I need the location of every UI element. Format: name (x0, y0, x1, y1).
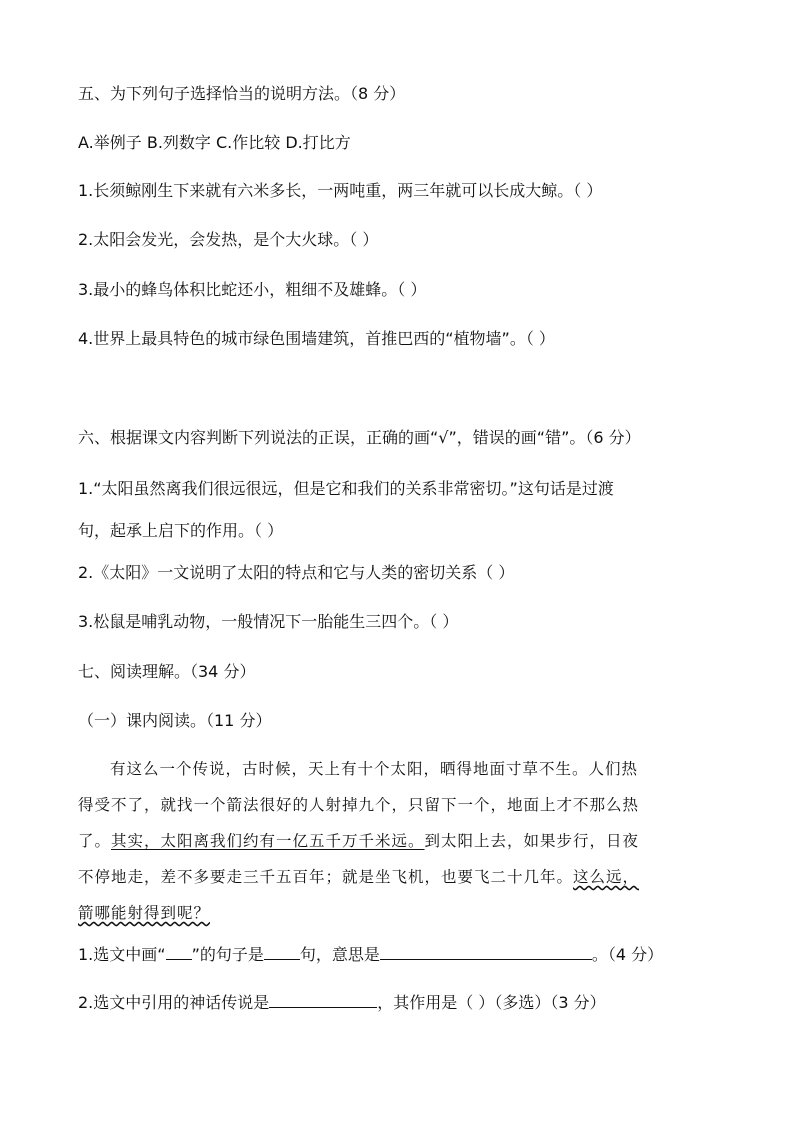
answer-blank[interactable] (380, 945, 592, 960)
passage-line-4 (78, 865, 738, 887)
section6-title: 六、根据课文内容判断下列说法的正误，正确的画“√”，错误的画“错”。（6 分） (78, 428, 641, 447)
question-text: ”的句子是 (191, 945, 264, 964)
passage-line-3 (78, 829, 738, 851)
section7-title: 七、阅读理解。（34 分） (78, 662, 256, 681)
wavy-underlined-sentence: 这么远， (573, 868, 640, 886)
underlined-sentence: 其实，太阳离我们约有一亿五千万千米远。 (111, 832, 425, 850)
passage-line-5 (78, 901, 738, 923)
passage-text: 不停地走，差不多要走三千五百年；就是坐飞机，也要飞二十几年。 (78, 868, 574, 886)
section6-item-1: 1.“太阳虽然离我们很远很远，但是它和我们的关系非常密切。”这句话是过渡 (78, 479, 614, 498)
answer-blank[interactable] (264, 945, 300, 960)
question-text: 1.选文中画“ (78, 945, 166, 964)
passage-line-1: 有这么一个传说，古时候，天上有十个太阳，晒得地面寸草不生。人们热 (110, 760, 639, 778)
question-2 (78, 993, 606, 1013)
section6-item-3: 3.松鼠是哺乳动物，一般情况下一胎能生三四个。（ ） (78, 612, 459, 631)
passage-text: 了。 (78, 832, 112, 850)
section6-item-1-cont: 句，起承上启下的作用。（ ） (78, 521, 284, 540)
section5-item-2: 2.太阳会发光，会发热，是个大火球。（ ） (78, 230, 379, 249)
section6-item-2: 2.《太阳》一文说明了太阳的特点和它与人类的密切关系（ ） (78, 563, 515, 582)
question-1 (78, 945, 663, 965)
section5-title: 五、为下列句子选择恰当的说明方法。（8 分） (78, 84, 406, 103)
passage-text: 到太阳上去，如果步行，日夜 (424, 832, 640, 850)
section5-item-3: 3.最小的蜂鸟体积比蛇还小，粗细不及雄蜂。（ ） (78, 280, 427, 299)
section5-item-4: 4.世界上最具特色的城市绿色围墙建筑，首推巴西的“植物墙”。（ ） (78, 329, 555, 348)
question-text: 。（4 分） (591, 945, 664, 964)
section5-item-1: 1.长须鲸刚生下来就有六米多长，一两吨重，两三年就可以长成大鲸。（ ） (78, 181, 603, 200)
section7-subtitle: （一）课内阅读。（11 分） (78, 711, 272, 730)
answer-blank[interactable] (269, 993, 377, 1008)
wavy-underlined-sentence: 箭哪能射得到呢？ (78, 904, 211, 922)
section5-options: A.举例子 B.列数字 C.作比较 D.打比方 (78, 133, 351, 152)
passage-line-2: 得受不了，就找一个箭法很好的人射掉九个，只留下一个，地面上才不那么热 (78, 796, 640, 814)
answer-blank[interactable] (166, 945, 192, 960)
question-text: ，其作用是（ ）（多选）（3 分） (377, 993, 606, 1012)
question-text: 句，意思是 (299, 945, 380, 964)
question-text: 2.选文中引用的神话传说是 (78, 993, 270, 1012)
